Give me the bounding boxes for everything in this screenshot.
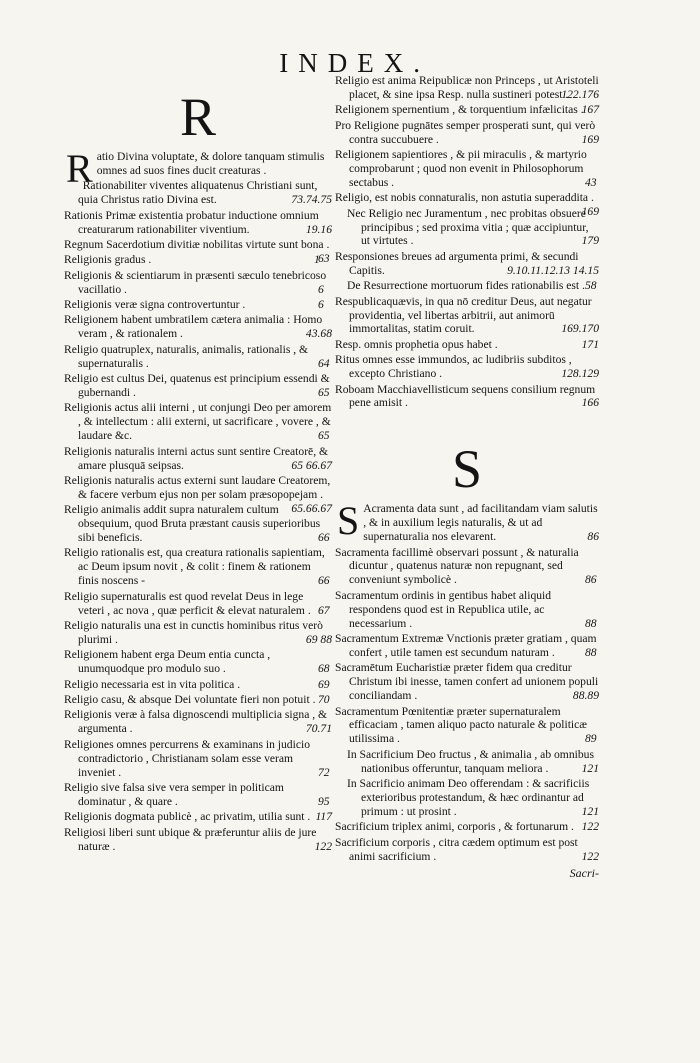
- index-entry: [64, 269, 332, 297]
- index-entry: [64, 590, 332, 618]
- index-entry: [335, 777, 599, 819]
- index-entry: [335, 820, 599, 834]
- page-ref: 6: [318, 282, 324, 296]
- page-ref: 86: [587, 530, 599, 544]
- page-ref: 88: [585, 645, 597, 659]
- entry-text: Religio supernaturalis est quod revelat Deus in lege veteri , ac nova , quæ perficit & elevat naturalem .: [64, 589, 311, 617]
- entry-text: Religiones omnes percurrens & examinans in judicio contradictorio , Christianam solam esse veram inveniet .: [64, 737, 310, 779]
- entry-text: Religionem habent umbratilem cætera animalia : Homo veram , & rationalem .: [64, 313, 323, 341]
- section-letter-r: R: [179, 87, 217, 147]
- index-entry: [64, 546, 332, 588]
- entry-text: Regnum Sacerdotium divitiæ nobilitas virtute sunt bona .: [64, 237, 330, 251]
- page-ref: 128.129: [561, 367, 599, 381]
- entry-text: Nec Religio nec Juramentum , nec probitas obsuere principibus ; sed proxima vitia ; quæ accipiuntur, ut virtutes .: [347, 206, 589, 248]
- page-ref: 88: [585, 616, 597, 630]
- entry-text: Sacramentum ordinis in gentibus habet aliquid respondens quod est in Republica utile, ac necessarium .: [335, 588, 552, 630]
- entry-text: Sacramenta facillimè observari possunt , & naturalia dicuntur , quatenus naturæ non repugnant, sed conveniunt symbolicè .: [335, 545, 579, 587]
- index-entry: [335, 74, 599, 102]
- page-ref: 121: [581, 761, 599, 775]
- index-entry: [64, 648, 332, 676]
- index-entry: [335, 338, 599, 352]
- entry-text: Pro Religione pugnātes semper prosperati sunt, qui verò contra succubuere .: [335, 118, 596, 146]
- index-entry: [64, 708, 332, 736]
- index-entry: [64, 738, 332, 780]
- entry-text: Religionis veræ à falsa dignoscendi multiplicia signa , & argumenta .: [64, 708, 328, 736]
- page-ref: 65: [318, 429, 330, 443]
- index-entry: [335, 632, 599, 660]
- index-entry: [335, 546, 599, 588]
- entry-text: Religio sive falsa sive vera semper in politicam dominatur , & quare .: [64, 780, 284, 808]
- page-ref: 58: [585, 279, 597, 293]
- page-ref: 66: [318, 531, 330, 545]
- entry-text: Sacramētum Eucharistiæ præter fidem qua creditur Christum ibi inesse, tamen confert ad unionem populi conciliandam .: [335, 661, 599, 703]
- right-bottom-entry-list: [335, 546, 599, 864]
- page-ref: 69: [318, 677, 330, 691]
- index-entry: [335, 748, 599, 776]
- page-ref: 122: [581, 849, 599, 863]
- index-entry: [335, 279, 599, 293]
- page-ref: 9.10.11.12.13 14.15: [507, 263, 599, 277]
- page-ref: 66: [318, 574, 330, 588]
- page-ref: 167: [581, 103, 599, 117]
- entry-text: In Sacrificium Deo fructus , & animalia , ab omnibus nationibus offeruntur, tanquam meliora .: [347, 747, 594, 775]
- index-entry: [64, 678, 332, 692]
- page-ref: 117: [315, 810, 332, 824]
- index-entry: [64, 253, 332, 267]
- page-ref: 65.66.67: [291, 501, 332, 515]
- entry-text: Religionis naturalis interni actus sunt sentire Creatorē, & amare plusquā seipsas.: [64, 444, 329, 472]
- entry-text: Religio casu, & absque Dei voluntate fieri non potuit .: [64, 693, 316, 707]
- page-ref: 19.16: [305, 222, 332, 236]
- entry-text: Acramenta data sunt , ad facilitandam viam salutis , & in auxilium legis naturalis, & ut ad supernaturalia nos elevarent.: [363, 502, 598, 544]
- page-ref: 122.176: [561, 87, 599, 101]
- entry-text: Religiosi liberi sunt ubique & præferuntur aliis de jure naturæ .: [64, 825, 317, 853]
- index-entry: [335, 661, 599, 703]
- index-entry: [64, 693, 332, 707]
- page-ref: 169: [581, 205, 599, 219]
- entry-text: Religio quatruplex, naturalis, animalis, rationalis , & supernaturalis .: [64, 342, 309, 370]
- page-ref: 122: [314, 839, 332, 853]
- page-ref: 179: [581, 234, 599, 248]
- entry-text: Religionis dogmata publicè , ac privatim, utilia sunt .: [64, 810, 311, 824]
- entry-text: Resp. omnis prophetia opus habet .: [335, 337, 498, 351]
- entry-text: atio Divina voluptate, & dolore tanquam stimulis omnes ad suos fines ducit creaturas .: [96, 150, 325, 177]
- right-top-entry-list: [335, 74, 599, 410]
- entry-text: Sacrificium corporis , citra cædem optimum est post animi sacrificium .: [335, 835, 578, 863]
- page-ref: 121: [581, 804, 599, 818]
- entry-text: Religionem sapientiores , & pii miraculis , & martyrio comprobarunt ; quod non evenit in Philosophorum sectabus .: [335, 148, 587, 189]
- page-ref: 64: [318, 356, 330, 370]
- index-entry: [64, 179, 332, 207]
- entry-text: Religio animalis addit supra naturalem cultum obsequium, quod Bruta præstant causis superioribus sibi beneficis.: [64, 503, 321, 545]
- index-entry: [64, 298, 332, 312]
- index-entry: [335, 207, 599, 249]
- entry-text: In Sacrificio animam Deo offerendam : & sacrificiis exterioribus protestandum, & hæc ordinantur ad primum : ut prosint .: [347, 777, 590, 818]
- page-ref: 169.170: [561, 322, 599, 336]
- entry-text: Religio rationalis est, qua creatura rationalis sapientiam, ac Deum ipsum novit , & colit : finem & rationem finis noscens -: [64, 546, 325, 588]
- index-entry: [335, 836, 599, 864]
- entry-text: Religionis gradus .: [64, 253, 152, 267]
- page-ref: 86: [585, 573, 597, 587]
- index-entry: [335, 705, 599, 747]
- page-ref: 43: [585, 175, 597, 189]
- drop-cap: R: [66, 146, 93, 191]
- index-entry: [64, 209, 332, 237]
- entry-text: Religionis naturalis actus externi sunt laudare Creatorem, & facere verbum ejus non per solam præsopopejam .: [64, 473, 331, 501]
- entry-text: Rationabiliter viventes aliquatenus Christiani sunt, quia Christus ratio Divina est.: [78, 179, 318, 207]
- index-entry: [64, 826, 332, 854]
- entry-text: De Resurrectione mortuorum fides rationabilis est .: [347, 279, 585, 293]
- entry-text: Religionem spernentium , & torquentium infælicitas .: [335, 103, 584, 117]
- entry-text: Sacrificium triplex animi, corporis , & fortunarum .: [335, 820, 574, 834]
- page-ref: 6: [318, 298, 324, 312]
- index-entry: [335, 383, 599, 411]
- page-ref: 72: [318, 765, 330, 779]
- left-entry-list: [64, 179, 332, 853]
- index-entry-first: [335, 498, 599, 544]
- page-ref: 169: [581, 132, 599, 146]
- page-ref: 69 88: [305, 632, 332, 646]
- entry-text: Respublicaquævis, in qua nō creditur Deus, aut negatur providentia, vel libertas arbitrii, aut animorū immortalitas, statim coruit.: [335, 294, 592, 336]
- drop-cap: S: [337, 498, 360, 544]
- index-entry: [64, 781, 332, 809]
- section-letter-s: S: [451, 439, 483, 500]
- page-ref: 70: [318, 693, 330, 707]
- section-s: [335, 439, 599, 880]
- index-entry: [335, 295, 599, 337]
- entry-text: Religio, est nobis connaturalis, non astutia superaddita .: [335, 191, 594, 205]
- index-entry: [64, 401, 332, 443]
- entry-text: Religio necessaria est in vita politica .: [64, 677, 241, 691]
- index-entry-first: [64, 146, 332, 191]
- page-ref: 65: [318, 386, 330, 399]
- entry-text: Religionis veræ signa controvertuntur .: [64, 298, 246, 312]
- page-ref: 166: [581, 396, 599, 410]
- entry-text: Religio est cultus Dei, quatenus est principium essendi & gubernandi .: [64, 372, 330, 399]
- entry-text: Sacramentum Extremæ Vnctionis præter gratiam , quam confert , utile tamen est secundum naturam .: [335, 632, 597, 659]
- page-ref: 122: [581, 820, 599, 834]
- right-column: [335, 74, 599, 881]
- index-entry: [335, 191, 599, 219]
- entry-text: Roboam Macchiavellisticum sequens consilium regnum pene amisit .: [335, 382, 596, 410]
- entry-text: Religionem habent erga Deum entia cuncta , unumquodque pro modulo suo .: [64, 648, 271, 676]
- entry-text: Rationis Primæ existentia probatur inductione omnium creaturarum rationabiliter viventium.: [64, 208, 319, 236]
- left-column: [64, 87, 332, 855]
- page-ref: 95: [318, 794, 330, 808]
- page-ref: 63: [318, 251, 330, 265]
- page-ref: 70.71: [305, 722, 332, 736]
- index-entry: [64, 372, 332, 400]
- page-ref: 89: [585, 732, 597, 746]
- page-title: INDEX.: [279, 48, 430, 78]
- entry-text: Sacramentum Pœnitentiæ præter supernaturalem efficaciam , tamen aliquo pacto naturale & politicæ utilissima .: [335, 704, 588, 746]
- page-ref: 67: [318, 603, 330, 617]
- index-entry: [64, 313, 332, 341]
- page-ref: 73.74.75: [291, 193, 332, 207]
- page-ref: 88.89: [572, 689, 599, 703]
- index-entry: [64, 473, 332, 515]
- entry-text: Religio naturalis una est in cunctis hominibus ritus verò plurimi .: [64, 619, 323, 646]
- index-entry: [335, 103, 599, 117]
- entry-text: Religionis & scientiarum in præsenti sæculo tenebricoso vacillatio .: [64, 268, 327, 296]
- index-entry: [335, 148, 599, 190]
- index-entry: [64, 445, 332, 473]
- page-ref: 1: [314, 253, 320, 267]
- entry-text: Ritus omnes esse immundos, ac ludibriis subditos , excepto Christiano .: [335, 353, 572, 381]
- index-entry: [64, 343, 332, 371]
- page-ref: 43.68: [305, 327, 332, 341]
- entry-text: Religionis actus alii interni , ut conjungi Deo per amorem , & intellectum : alii externi, ut sacrificare , vovere , & laudare &c.: [64, 401, 332, 443]
- index-entry: [335, 119, 599, 147]
- entry-text: Religio est anima Reipublicæ non Princeps , ut Aristoteli placet, & sine ipsa Resp. nulla sustineri potest .: [335, 74, 599, 101]
- index-entry: [335, 589, 599, 631]
- index-entry: [64, 810, 332, 824]
- index-entry: [64, 619, 332, 647]
- page-ref: 65 66.67: [291, 458, 332, 472]
- page-ref: 171: [581, 337, 599, 351]
- page-ref: 68: [318, 662, 330, 676]
- index-entry: [335, 353, 599, 381]
- entry-text: Responsiones breues ad argumenta primi, & secundi Capitis.: [335, 249, 579, 277]
- catchword: Sacri-: [569, 865, 599, 880]
- index-entry: [335, 250, 599, 278]
